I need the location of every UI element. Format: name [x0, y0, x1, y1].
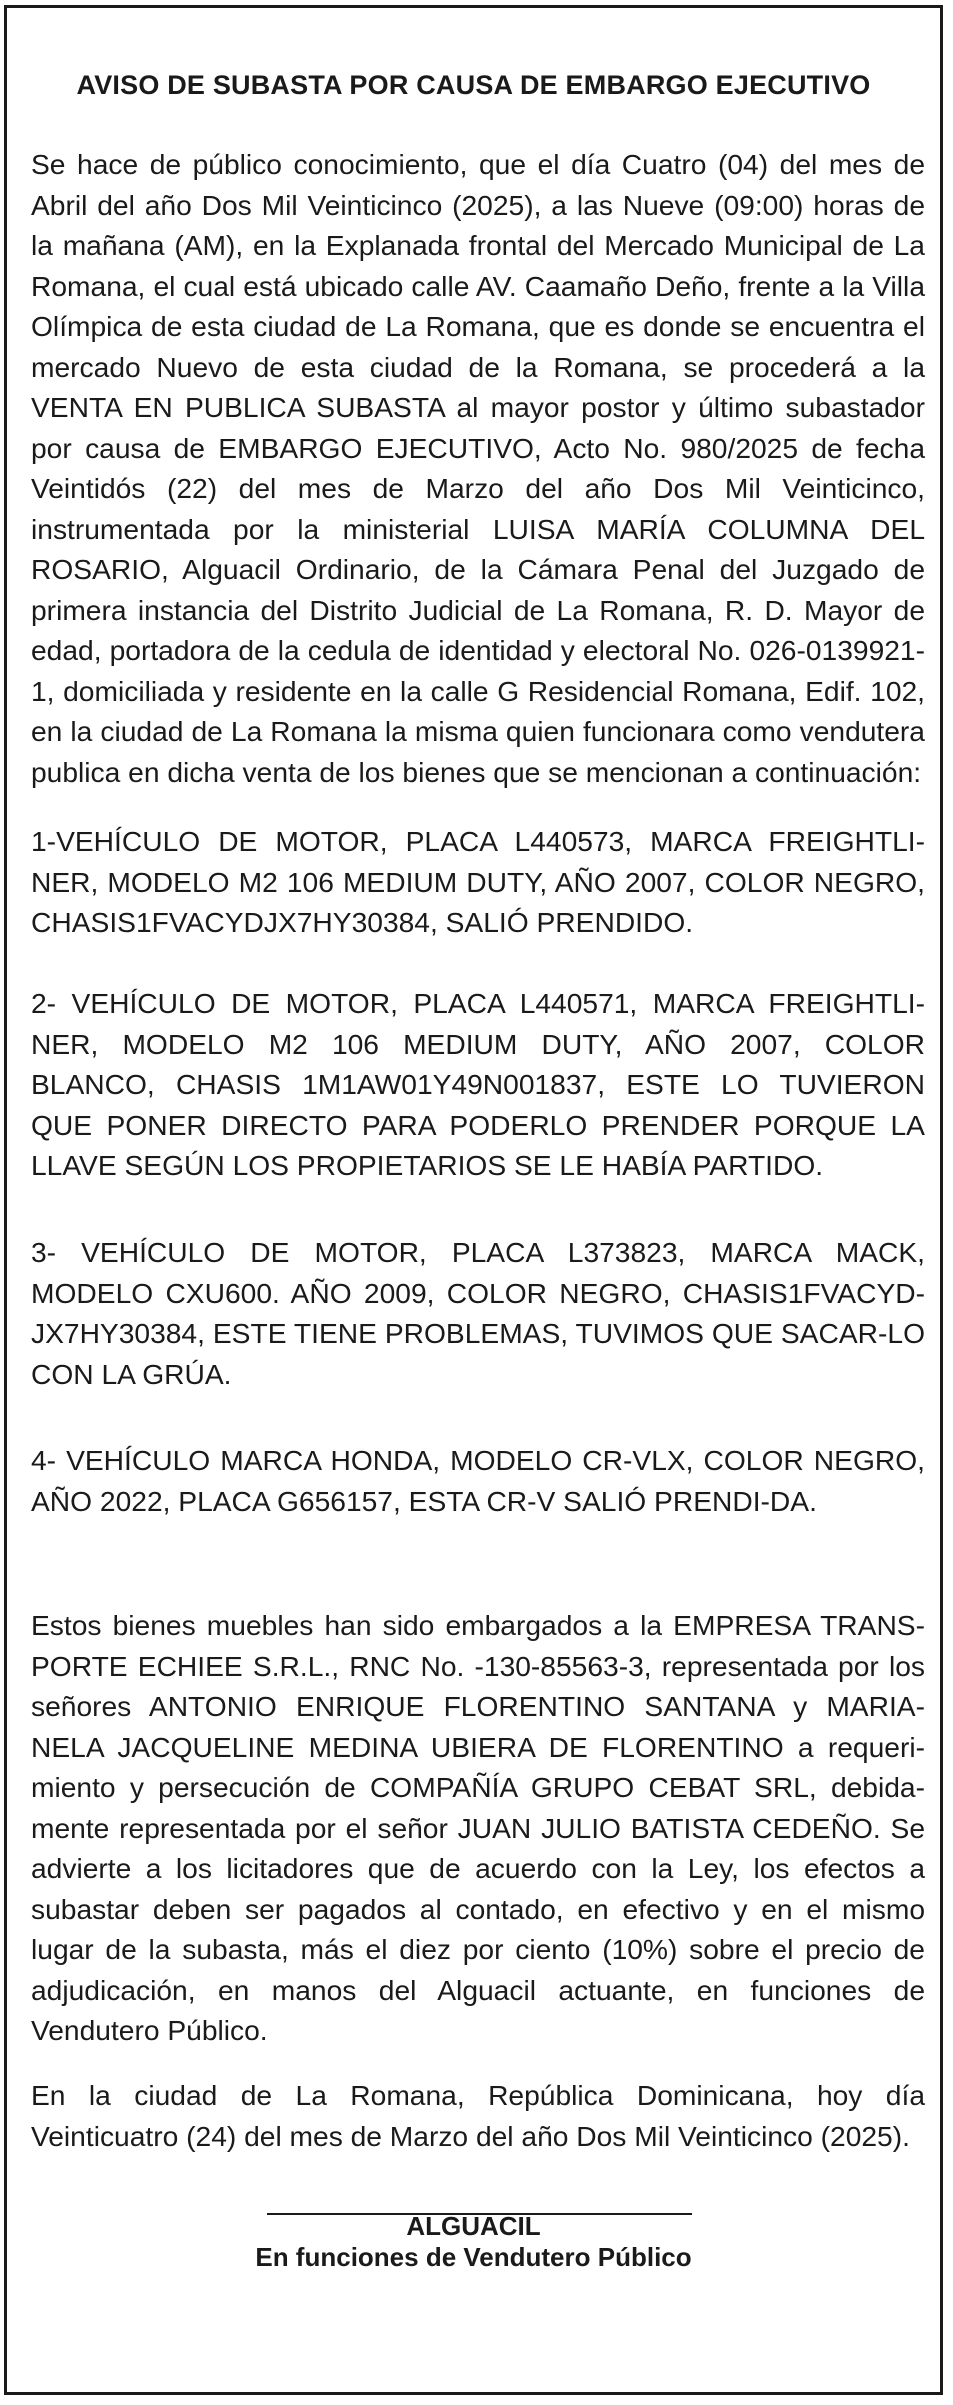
- signature-title: ALGUACIL: [406, 2211, 541, 2241]
- goods-paragraph: Estos bienes muebles han sido embargados a la EMPRESA TRANS-PORTE ECHIEE S.R.L., RNC No. -130-85563-3, representada por los señores ANTONIO ENRIQUE FLORENTINO SANTANA y MARIA-NELA JACQUELINE MEDINA UBIERA DE FLORENTINO a requeri-miento y persecución de COMPAÑÍA GRUPO CEBAT SRL, debida-mente representada por el señor JUAN JULIO BATISTA CEDEÑO. Se advierte a los licitadores que de acuerdo con la Ley, los efectos a subastar deben ser pagados al contado, en efectivo y en el mismo lugar de la subasta, más el diez por ciento (10%) sobre el precio de adjudicación, en manos del Alguacil actuante, en funciones de Vendutero Público.: [31, 1609, 925, 2046]
- vehicle-item-4: 4- VEHÍCULO MARCA HONDA, MODELO CR-VLX, COLOR NEGRO, AÑO 2022, PLACA G656157, ESTA CR-V SALIÓ PRENDI-DA.: [31, 1444, 925, 1517]
- vehicle-item-2: 2- VEHÍCULO DE MOTOR, PLACA L440571, MARCA FREIGHTLI-NER, MODELO M2 106 MEDIUM DUTY, AÑO 2007, COLOR BLANCO, CHASIS 1M1AW01Y49N001837, ESTE LO TUVIERON QUE PONER DIRECTO PARA PODERLO PRENDER PORQUE LA LLAVE SEGÚN LOS PROPIETARIOS SE LE HABÍA PARTIDO.: [31, 987, 925, 1181]
- date-paragraph: En la ciudad de La Romana, República Dominicana, hoy día Veinticuatro (24) del mes de Marzo del año Dos Mil Veinticinco (2025).: [31, 2079, 925, 2152]
- notice-frame: [4, 5, 943, 2395]
- signature-subtitle: En funciones de Vendutero Público: [255, 2242, 692, 2272]
- vehicle-item-3: 3- VEHÍCULO DE MOTOR, PLACA L373823, MARCA MACK, MODELO CXU600. AÑO 2009, COLOR NEGRO, CHASIS1FVACYD-JX7HY30384, ESTE TIENE PROBLEMAS, TUVIMOS QUE SACAR-LO CON LA GRÚA.: [31, 1236, 925, 1390]
- intro-paragraph: Se hace de público conocimiento, que el día Cuatro (04) del mes de Abril del año Dos Mil Veinticinco (2025), a las Nueve (09:00) horas de la mañana (AM), en la Explanada frontal del Mercado Municipal de La Romana, el cual está ubicado calle AV. Caamaño Deño, frente a la Villa Olímpica de esta ciudad de La Romana, que es donde se encuentra el mercado Nuevo de esta ciudad de la Romana, se procederá a la VENTA EN PUBLICA SUBASTA al mayor postor y último subastador por causa de EMBARGO EJECUTIVO, Acto No. 980/2025 de fecha Veintidós (22) del mes de Marzo del año Dos Mil Veinticinco, instrumentada por la ministerial LUISA MARÍA COLUMNA DEL ROSARIO, Alguacil Ordinario, de la Cámara Penal del Juzgado de primera instancia del Distrito Judicial de La Romana, R. D. Mayor de edad, portadora de la cedula de identidad y electoral No. 026-0139921-1, domiciliada y residente en la calle G Residencial Romana, Edif. 102, en la ciudad de La Romana la misma quien funcionara como vendutera publica en dicha venta de los bienes que se mencionan a continuación:: [31, 148, 925, 788]
- vehicle-item-1: 1-VEHÍCULO DE MOTOR, PLACA L440573, MARCA FREIGHTLI-NER, MODELO M2 106 MEDIUM DUTY, AÑO 2007, COLOR NEGRO, CHASIS1FVACYDJX7HY30384, SALIÓ PRENDIDO.: [31, 825, 925, 938]
- notice-title: AVISO DE SUBASTA POR CAUSA DE EMBARGO EJECUTIVO: [76, 70, 871, 100]
